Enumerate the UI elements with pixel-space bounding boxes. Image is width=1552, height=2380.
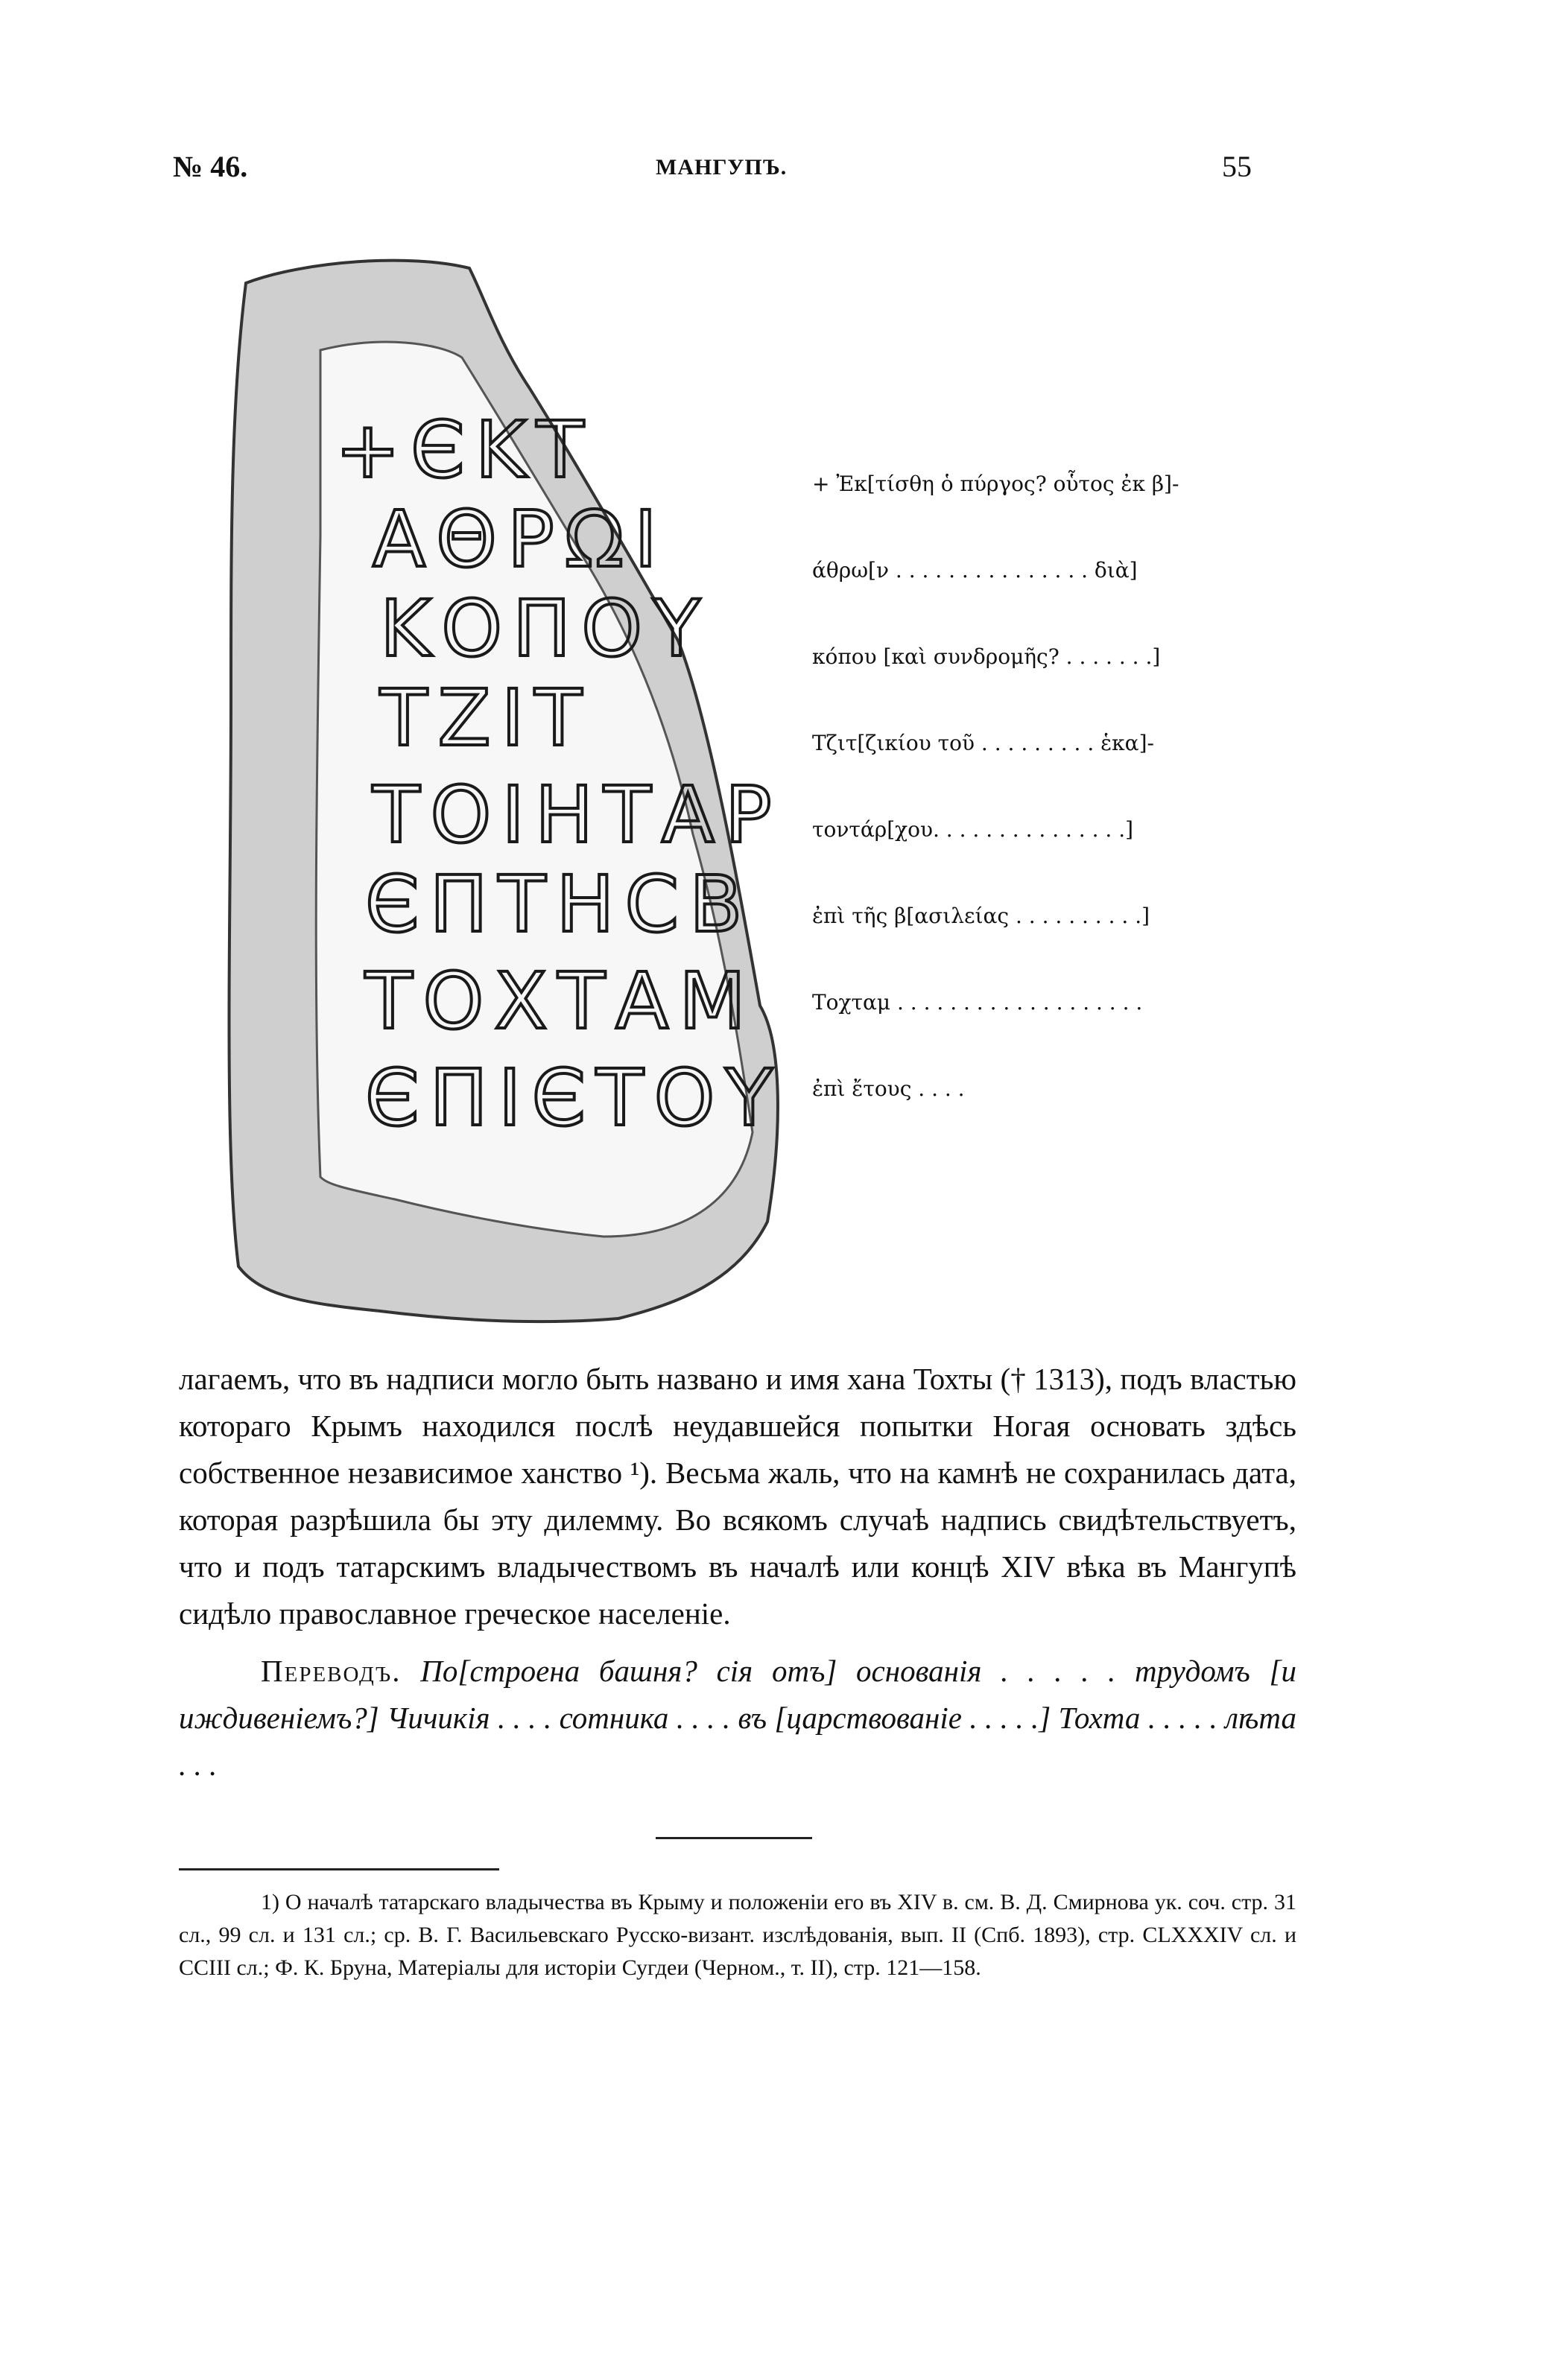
inscription-line: ΤΟΙΗΤΑΡ	[373, 769, 782, 860]
inscription-stone-figure	[216, 253, 797, 1326]
inscription-line: ЄΠΙЄΤΟΥ	[365, 1053, 784, 1143]
footnote-rule	[179, 1868, 499, 1870]
transcription-line: ἐπὶ τῆς β[ασιλείας . . . . . . . . . .]	[812, 904, 1150, 928]
transcription-line: τοντάρ[χου. . . . . . . . . . . . . . .]	[812, 817, 1134, 842]
page-number: 55	[1222, 150, 1252, 183]
transcription-line: Τοχταμ . . . . . . . . . . . . . . . . . . .	[812, 990, 1143, 1015]
translation-paragraph	[179, 1648, 1296, 1789]
inscription-line: ΑΘΡΩΙ	[373, 494, 668, 585]
body-text	[179, 1356, 1296, 1789]
inscription-line: ΤΟΧΤΑΜ	[365, 956, 757, 1047]
commentary-paragraph: лагаемъ, что въ надписи могло быть названо и имя хана Тохты († 1313), подъ властью котораго Крымъ находился послѣ неудавшейся попытки Ногая основать здѣсь собственное независимое ханство ¹). Весьма жаль, что на камнѣ не сохранилась дата, которая разрѣшила бы эту дилемму. Во всякомъ случаѣ надпись свидѣтельствуетъ, что и подъ татарскимъ владычествомъ въ началѣ или концѣ XIV вѣка въ Мангупѣ сидѣло православное греческое населеніе.	[179, 1362, 1296, 1631]
inscription-line: ΤΖΙΤ	[380, 673, 592, 764]
inscription-line: ЄΠΤΗСΒ	[365, 859, 753, 950]
inscription-text	[335, 404, 783, 1143]
transcription-line: κόπου [καὶ συνδρομῆς? . . . . . . .]	[812, 644, 1161, 669]
inscription-line: ΚΟΠΟΥ	[380, 583, 711, 674]
translation-label: Переводъ.	[261, 1654, 402, 1688]
transcription-line: + Ἐκ[τίσθη ὁ πύργος? οὗτος ἐκ β]-	[812, 472, 1179, 496]
translation-text: По[строена башня? сія отъ] основанія . . . . . трудомъ [и иждивеніемъ?] Чичикія . . . . сотника . . . . въ [царствованіе . . . . .] Тохта . . . . . лѣта . . .	[179, 1654, 1296, 1782]
running-title: МАНГУПЪ.	[656, 155, 788, 180]
transcription-line: Τζιτ[ζικίου τοῦ . . . . . . . . . ἑκα]-	[812, 731, 1154, 755]
inscription-line: +ЄΚΤ	[335, 404, 595, 495]
footnote: 1) О началѣ татарскаго владычества въ Крыму и положеніи его въ XIV в. см. В. Д. Смирнова ук. соч. стр. 31 сл., 99 сл. и 131 сл.; ср. В. Г. Васильевскаго Русско-визант. изслѣдованія, вып. II (Спб. 1893), стр. CLXXXIV сл. и CCIII сл.; Ф. К. Бруна, Матеріалы для исторіи Сугдеи (Черном., т. II), стр. 121—158.	[179, 1890, 1296, 1980]
entry-number: № 46.	[173, 150, 248, 183]
running-header	[0, 149, 1552, 194]
transcription-line: ἐπὶ ἔτους . . . .	[812, 1076, 965, 1101]
transcription-line: άθρω[ν . . . . . . . . . . . . . . . διὰ]	[812, 558, 1138, 583]
greek-transcription	[812, 462, 1304, 1153]
section-divider	[656, 1837, 812, 1839]
